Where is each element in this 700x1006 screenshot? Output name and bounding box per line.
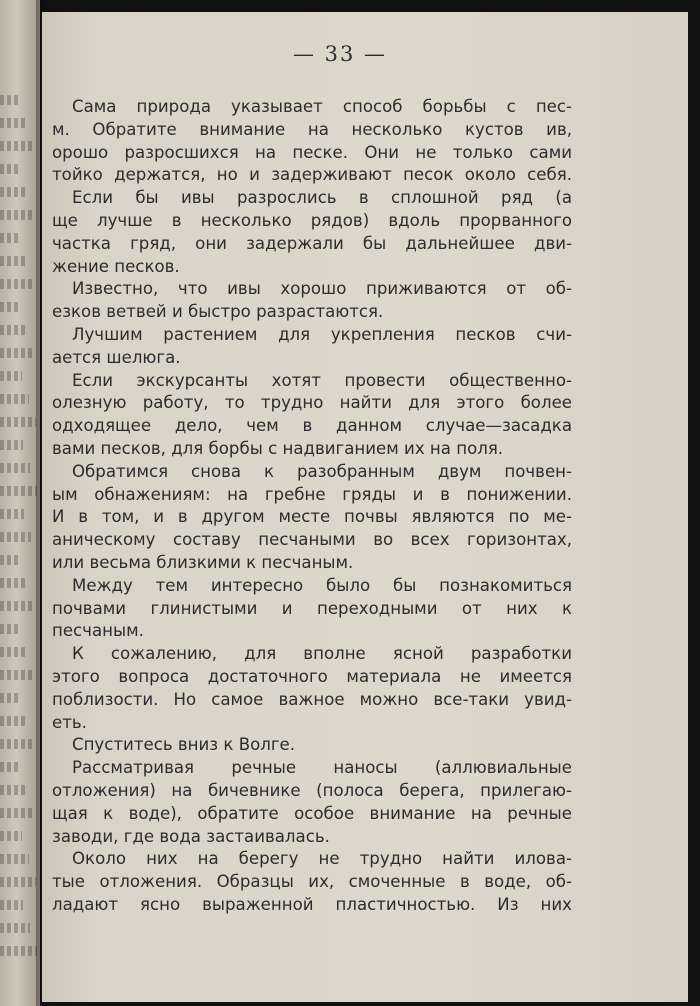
adjacent-page-text-fragment (0, 348, 35, 358)
adjacent-page-text-fragment (0, 785, 28, 795)
text-line: Между тем интересно было бы познакомиться (72, 575, 572, 595)
text-line: м. Обратите внимание на несколько кустов ив, (52, 119, 572, 139)
text-line: олезную работу, то трудно найти для этого более (52, 393, 572, 413)
adjacent-page-text-fragment (0, 417, 36, 427)
adjacent-page-text-fragment (0, 325, 28, 335)
adjacent-page-text-fragment (0, 532, 31, 542)
adjacent-page-text-fragment (0, 486, 37, 496)
text-line: Спуститесь вниз к Волге. (72, 735, 296, 755)
page-body-text (52, 96, 572, 917)
text-line: тые отложения. Образцы их, смоченные в воде, об- (52, 872, 572, 892)
adjacent-page-text-fragment (0, 233, 20, 243)
text-line: частка гряд, они задержали бы дальнейшее дви- (52, 233, 572, 253)
adjacent-page-text-fragment (0, 601, 32, 611)
text-line: ается шелюга. (52, 347, 181, 367)
text-line: поблизости. Но самое важное можно все-таки увид- (52, 689, 572, 709)
adjacent-page-text-fragment (0, 624, 19, 634)
text-line: аническому составу песчаными во всех горизонтах, (52, 530, 572, 550)
text-line: И в том, и в другом месте почвы являются по ме- (52, 507, 572, 527)
text-line: еть. (52, 712, 87, 732)
adjacent-page-text-fragment (0, 463, 30, 473)
adjacent-page-text-fragment (0, 670, 33, 680)
adjacent-page-text-fragment (0, 946, 37, 956)
text-line: Известно, что ивы хорошо приживаются от об- (72, 279, 572, 299)
adjacent-page-text-fragment (0, 371, 22, 381)
text-line: заводи, где вода застаивалась. (52, 826, 330, 846)
adjacent-page-text-fragment (0, 141, 32, 151)
adjacent-page-text-fragment (0, 693, 20, 703)
adjacent-page-text-fragment (0, 555, 18, 565)
text-line: щая к воде), обратите особое внимание на речные (52, 803, 572, 823)
text-line: К сожалению, для вполне ясной разработки (72, 644, 572, 664)
adjacent-page-edge (0, 0, 40, 1006)
text-line: Если экскурсанты хотят провести общественно- (72, 370, 572, 390)
adjacent-page-text-fragment (0, 440, 23, 450)
adjacent-page-text-fragment (0, 831, 22, 841)
text-line: одходящее дело, чем в данном случае—засадка (52, 416, 572, 436)
text-line: Около них на берегу не трудно найти илова- (72, 849, 572, 869)
adjacent-page-text-fragment (0, 647, 26, 657)
adjacent-page-text-fragment (0, 739, 34, 749)
text-line: почвами глинистыми и переходными от них к (52, 598, 572, 618)
text-line: или весьма близкими к песчаным. (52, 552, 354, 572)
text-line: тойко держатся, но и задерживают песок около себя. (52, 165, 572, 185)
text-line: Лучшим растением для укрепления песков счи- (72, 324, 572, 344)
adjacent-page-text-fragment (0, 256, 27, 266)
adjacent-page-text-fragment (0, 95, 18, 105)
text-line: отложения) на бичевнике (полоса берега, прилегаю- (52, 780, 572, 800)
text-line: ладают ясно выраженной пластичностью. Из них (52, 894, 572, 914)
adjacent-page-text-fragment (0, 302, 21, 312)
text-line: этого вопроса достаточного материала не имеется (52, 666, 572, 686)
text-line: орошо разросшихся на песке. Они не только сами (52, 142, 572, 162)
adjacent-page-text-fragment (0, 210, 33, 220)
adjacent-page-text-fragment (0, 394, 29, 404)
adjacent-page-text-fragment (0, 716, 27, 726)
text-line: Обратимся снова к разобранным двум почвен- (72, 461, 572, 481)
adjacent-page-text-fragment (0, 923, 30, 933)
adjacent-page-text-fragment (0, 808, 35, 818)
adjacent-page-text-fragment (0, 118, 25, 128)
text-line: Сама природа указывает способ борьбы с пес- (72, 97, 572, 116)
adjacent-page-text-fragment (0, 578, 25, 588)
text-line: жение песков. (52, 256, 180, 276)
adjacent-page-text-fragment (0, 187, 26, 197)
text-line: Если бы ивы разрослись в сплошной ряд (а (72, 188, 572, 208)
adjacent-page-text-fragment (0, 854, 29, 864)
adjacent-page-text-fragment (0, 279, 34, 289)
adjacent-page-text-fragment (0, 900, 23, 910)
adjacent-page-text-fragment (0, 509, 24, 519)
adjacent-page-text-fragment (0, 164, 19, 174)
text-line: езков ветвей и быстро разрастаются. (52, 302, 384, 322)
adjacent-page-text-fragment (0, 877, 36, 887)
text-line: вами песков, для борбы с надвиганием их на поля. (52, 438, 504, 458)
book-page (42, 12, 688, 1002)
text-line: ще лучше в несколько рядов) вдоль прорванного (52, 210, 572, 230)
text-line: песчаным. (52, 621, 144, 641)
adjacent-page-text-fragment (0, 762, 21, 772)
text-line: ым обнажениям: на гребне гряды и в понижении. (52, 484, 572, 504)
text-line: Рассматривая речные наносы (аллювиальные (72, 758, 572, 778)
page-number: — 33 — (292, 42, 388, 66)
